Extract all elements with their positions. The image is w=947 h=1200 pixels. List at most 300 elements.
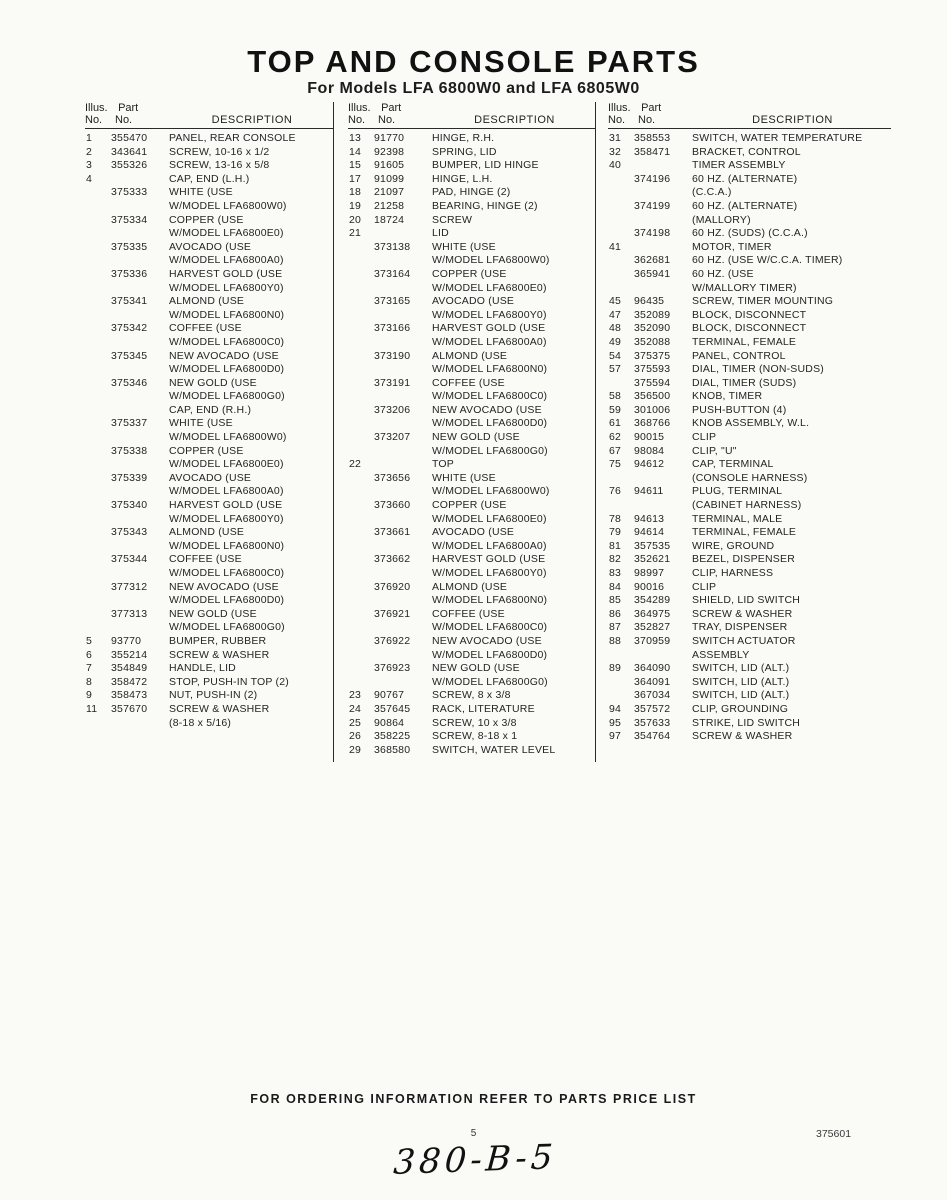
table-row <box>608 390 891 404</box>
table-row <box>608 445 891 459</box>
table-row <box>348 717 595 731</box>
illus-no-cell <box>348 526 374 540</box>
description-cell: PANEL, REAR CONSOLE <box>169 132 296 144</box>
table-row <box>608 689 891 703</box>
table-row <box>608 417 891 431</box>
part-no-cell: 367034 <box>634 689 671 702</box>
illus-no-cell: 11 <box>86 702 98 715</box>
part-no-cell <box>374 485 432 499</box>
part-no-cell: 373656 <box>374 471 411 484</box>
illus-no-cell <box>85 227 111 241</box>
illus-no-cell: 81 <box>609 539 622 552</box>
table-row <box>348 458 595 472</box>
part-no-cell: 365941 <box>634 267 671 280</box>
description-cell: WHITE (USE <box>432 240 496 253</box>
table-row <box>85 390 333 404</box>
description-cell: SCREW, 10 x 3/8 <box>432 716 517 729</box>
part-no-cell <box>111 513 169 527</box>
part-no-cell: 375342 <box>111 322 148 335</box>
table-row <box>348 744 595 758</box>
table-row <box>608 268 891 282</box>
illus-no-cell <box>608 676 634 690</box>
illus-no-cell <box>85 390 111 404</box>
illus-no-cell: 40 <box>609 159 622 172</box>
table-row <box>608 717 891 731</box>
part-no-cell: 373191 <box>374 376 411 389</box>
illus-no-cell: 89 <box>609 662 622 675</box>
table-row <box>85 350 333 364</box>
part-no-cell: 94614 <box>634 526 665 539</box>
table-row <box>85 404 333 418</box>
part-no-cell: 355214 <box>111 648 148 661</box>
part-no-cell: 358473 <box>111 689 148 702</box>
table-row <box>348 363 595 377</box>
part-no-cell <box>374 567 432 581</box>
illus-no-cell: 18 <box>349 186 362 199</box>
illus-no-cell: 31 <box>609 132 622 144</box>
description-cell: W/MODEL LFA6800E0) <box>432 512 547 525</box>
illus-no-cell: 54 <box>609 349 622 362</box>
table-row <box>348 200 595 214</box>
illus-no-cell: 82 <box>609 553 622 566</box>
part-no-cell: 357645 <box>374 702 411 715</box>
illus-no-cell <box>85 322 111 336</box>
illus-no-cell: 19 <box>349 199 362 212</box>
description-cell: W/MODEL LFA6800Y0) <box>432 308 547 321</box>
description-cell: TERMINAL, FEMALE <box>692 335 797 348</box>
description-cell: ASSEMBLY <box>692 648 750 661</box>
part-no-cell: 343641 <box>111 145 148 158</box>
table-row <box>85 227 333 241</box>
table-row <box>85 363 333 377</box>
illus-no-cell: 41 <box>609 240 622 253</box>
description-cell: WHITE (USE <box>169 417 233 430</box>
table-row <box>85 214 333 228</box>
part-no-cell <box>111 431 169 445</box>
table-row <box>348 295 595 309</box>
table-row <box>608 295 891 309</box>
table-row <box>85 200 333 214</box>
part-no-cell: 375341 <box>111 295 148 308</box>
table-row <box>85 621 333 635</box>
description-cell: W/MODEL LFA6800D0) <box>432 417 548 430</box>
no-header: No. <box>115 114 133 126</box>
description-cell: COPPER (USE <box>432 267 507 280</box>
table-row <box>85 540 333 554</box>
illus-no-cell <box>85 485 111 499</box>
part-no-cell: 21097 <box>374 186 405 199</box>
illus-no-cell <box>348 377 374 391</box>
illus-no-cell: 8 <box>86 675 93 688</box>
illus-no-cell <box>85 186 111 200</box>
part-no-cell <box>374 282 432 296</box>
part-no-cell: 355470 <box>111 132 148 144</box>
description-cell: TIMER ASSEMBLY <box>692 159 786 172</box>
description-cell: COPPER (USE <box>169 444 244 457</box>
part-no-cell <box>374 254 432 268</box>
description-cell: AVOCADO (USE <box>432 526 515 539</box>
description-cell: (C.C.A.) <box>692 186 732 199</box>
description-cell: 60 HZ. (ALTERNATE) <box>692 172 798 185</box>
part-no-cell <box>374 676 432 690</box>
part-no-cell: 356500 <box>634 390 671 403</box>
part-no-cell: 357572 <box>634 702 671 715</box>
part-no-cell: 375334 <box>111 213 148 226</box>
illus-no-cell <box>85 553 111 567</box>
description-cell: W/MODEL LFA6800A0) <box>432 539 547 552</box>
description-cell: AVOCADO (USE <box>169 471 252 484</box>
description-header: DESCRIPTION <box>474 114 555 126</box>
description-header: DESCRIPTION <box>211 114 293 126</box>
illus-no-cell <box>85 214 111 228</box>
table-row <box>348 621 595 635</box>
table-row <box>85 431 333 445</box>
part-no-cell: 357633 <box>634 716 671 729</box>
table-row <box>608 526 891 540</box>
description-cell: BRACKET, CONTROL <box>692 145 801 158</box>
description-cell: ALMOND (USE <box>432 349 508 362</box>
part-no-cell: 375345 <box>111 349 148 362</box>
description-cell: PANEL, CONTROL <box>692 349 786 362</box>
description-cell: W/MALLORY TIMER) <box>692 281 797 294</box>
part-no-cell: 373166 <box>374 322 411 335</box>
illus-no-cell <box>608 173 634 187</box>
description-cell: (MALLORY) <box>692 213 751 226</box>
table-row <box>85 377 333 391</box>
description-cell: CLIP <box>692 580 717 593</box>
description-cell: 60 HZ. (ALTERNATE) <box>692 199 798 212</box>
description-cell: ALMOND (USE <box>169 295 245 308</box>
table-row <box>348 350 595 364</box>
illus-no-cell <box>348 581 374 595</box>
description-cell: W/MODEL LFA6800Y0) <box>169 512 284 525</box>
part-no-cell <box>634 159 692 173</box>
parts-column-2 <box>333 102 595 762</box>
table-row <box>85 445 333 459</box>
description-cell: SCREW & WASHER <box>169 648 270 661</box>
table-row <box>608 350 891 364</box>
table-row <box>85 703 333 717</box>
rows-column-3 <box>608 132 891 744</box>
illus-no-cell: 78 <box>609 512 622 525</box>
table-row <box>608 146 891 160</box>
illus-header: Illus. <box>608 102 631 114</box>
rows-column-2 <box>348 132 595 757</box>
description-cell: 60 HZ. (USE W/C.C.A. TIMER) <box>692 254 843 267</box>
table-row <box>348 730 595 744</box>
part-no-cell <box>634 499 692 513</box>
description-cell: W/MODEL LFA6800W0) <box>432 254 550 267</box>
part-no-cell: 362681 <box>634 254 671 267</box>
description-cell: (8-18 x 5/16) <box>169 716 232 729</box>
description-cell: W/MODEL LFA6800Y0) <box>432 567 547 579</box>
part-no-cell: 375340 <box>111 499 148 512</box>
description-cell: HARVEST GOLD (USE <box>432 322 546 335</box>
description-cell: W/MODEL LFA6800A0) <box>169 254 284 267</box>
illus-no-cell <box>85 241 111 255</box>
illus-header: Illus. <box>348 102 371 114</box>
illus-no-cell <box>608 689 634 703</box>
illus-no-cell <box>608 282 634 296</box>
table-row <box>348 282 595 296</box>
illus-no-cell <box>85 295 111 309</box>
description-cell: BLOCK, DISCONNECT <box>692 322 807 335</box>
table-row <box>85 608 333 622</box>
part-no-cell: 364090 <box>634 662 671 675</box>
part-no-cell <box>111 254 169 268</box>
illus-no-cell: 48 <box>609 322 622 335</box>
description-cell: SWITCH, WATER LEVEL <box>432 743 556 756</box>
table-row <box>608 458 891 472</box>
table-row <box>85 594 333 608</box>
part-header: Part <box>641 102 662 114</box>
description-cell: W/MODEL LFA6800G0) <box>432 444 548 457</box>
part-no-cell: 376923 <box>374 662 411 675</box>
part-no-cell: 374198 <box>634 227 671 240</box>
illus-no-cell: 25 <box>349 716 362 729</box>
illus-no-cell <box>348 540 374 554</box>
illus-no-cell: 57 <box>609 363 622 376</box>
table-row <box>608 377 891 391</box>
illus-no-cell: 4 <box>86 172 93 185</box>
illus-no-cell <box>348 254 374 268</box>
part-no-cell: 92398 <box>374 145 405 158</box>
part-no-cell: 354289 <box>634 594 671 607</box>
description-cell: CAP, TERMINAL <box>692 458 774 471</box>
part-no-cell: 373164 <box>374 267 411 280</box>
table-row <box>608 676 891 690</box>
table-row <box>608 730 891 744</box>
description-cell: CLIP, GROUNDING <box>692 702 789 715</box>
description-cell: W/MODEL LFA6800D0) <box>169 594 285 607</box>
table-row <box>608 404 891 418</box>
description-cell: BEARING, HINGE (2) <box>432 199 538 212</box>
illus-no-cell <box>348 676 374 690</box>
part-no-cell <box>374 363 432 377</box>
part-no-cell: 376921 <box>374 607 411 620</box>
table-row <box>85 513 333 527</box>
illus-no-cell <box>85 540 111 554</box>
description-cell: NEW AVOCADO (USE <box>169 349 279 362</box>
part-no-cell <box>111 717 169 731</box>
description-cell: COPPER (USE <box>432 499 507 512</box>
illus-no-cell: 1 <box>86 132 93 144</box>
table-row <box>348 390 595 404</box>
table-row <box>608 499 891 513</box>
illus-no-cell: 84 <box>609 580 622 593</box>
table-row <box>348 309 595 323</box>
table-row <box>348 540 595 554</box>
part-no-cell: 375336 <box>111 267 148 280</box>
illus-no-cell <box>348 431 374 445</box>
illus-no-cell <box>608 227 634 241</box>
part-no-cell: 364091 <box>634 675 671 688</box>
illus-no-cell: 20 <box>349 213 362 226</box>
illus-no-cell <box>85 717 111 731</box>
illus-no-cell <box>85 350 111 364</box>
part-no-cell <box>111 540 169 554</box>
description-cell: SWITCH, LID (ALT.) <box>692 662 790 675</box>
illus-no-cell <box>85 608 111 622</box>
part-no-cell: 374196 <box>634 172 671 185</box>
description-cell: HARVEST GOLD (USE <box>432 553 546 566</box>
part-no-cell <box>374 390 432 404</box>
part-no-cell <box>374 309 432 323</box>
description-cell: DIAL, TIMER (NON-SUDS) <box>692 363 824 376</box>
description-cell: COFFEE (USE <box>169 322 242 335</box>
table-row <box>85 159 333 173</box>
handwritten-annotation: 380-B-5 <box>392 1137 558 1183</box>
table-row <box>348 567 595 581</box>
part-no-cell: 93770 <box>111 634 142 647</box>
table-row <box>608 635 891 649</box>
table-row <box>608 621 891 635</box>
table-row <box>608 200 891 214</box>
table-row <box>608 703 891 717</box>
illus-no-cell: 47 <box>609 308 622 321</box>
part-no-cell <box>374 458 432 472</box>
description-header: DESCRIPTION <box>752 114 833 126</box>
table-row <box>85 526 333 540</box>
illus-no-cell: 83 <box>609 567 622 579</box>
table-row <box>608 363 891 377</box>
page-number: 5 <box>470 1128 477 1139</box>
illus-no-cell: 9 <box>86 689 93 702</box>
no-header: No. <box>638 114 656 126</box>
illus-no-cell <box>608 649 634 663</box>
table-row <box>608 608 891 622</box>
table-row <box>348 676 595 690</box>
illus-no-cell <box>348 390 374 404</box>
illus-no-cell <box>85 581 111 595</box>
table-row <box>85 241 333 255</box>
part-no-cell: 375344 <box>111 553 148 566</box>
table-row <box>348 322 595 336</box>
table-row <box>85 322 333 336</box>
part-no-cell: 364975 <box>634 607 671 620</box>
table-row <box>608 322 891 336</box>
description-cell: KNOB, TIMER <box>692 390 763 403</box>
description-cell: NEW AVOCADO (USE <box>169 580 279 593</box>
part-no-cell: 373190 <box>374 349 411 362</box>
part-no-cell: 370959 <box>634 634 671 647</box>
illus-no-cell <box>85 309 111 323</box>
table-row <box>608 649 891 663</box>
parts-column-1 <box>85 102 333 762</box>
description-cell: PAD, HINGE (2) <box>432 186 511 199</box>
illus-no-cell <box>608 186 634 200</box>
part-no-cell: 375339 <box>111 471 148 484</box>
description-cell: BLOCK, DISCONNECT <box>692 308 807 321</box>
description-cell: SCREW & WASHER <box>692 607 793 620</box>
illus-no-cell: 14 <box>349 145 362 158</box>
no-header: No. <box>378 114 396 126</box>
description-cell: TOP <box>432 458 454 471</box>
table-row <box>348 635 595 649</box>
table-row <box>348 254 595 268</box>
part-no-cell <box>111 404 169 418</box>
part-no-cell <box>111 594 169 608</box>
table-row <box>85 499 333 513</box>
description-cell: WIRE, GROUND <box>692 539 775 552</box>
illus-no-cell: 62 <box>609 431 622 444</box>
description-cell: AVOCADO (USE <box>432 295 515 308</box>
description-cell: TERMINAL, FEMALE <box>692 526 797 539</box>
part-no-cell: 352621 <box>634 553 671 566</box>
table-row <box>348 513 595 527</box>
part-no-cell: 91770 <box>374 132 405 144</box>
description-cell: (CABINET HARNESS) <box>692 499 802 512</box>
part-no-cell: 373206 <box>374 403 411 416</box>
table-row <box>608 132 891 146</box>
table-row <box>85 472 333 486</box>
description-cell: RACK, LITERATURE <box>432 702 535 715</box>
description-cell: WHITE (USE <box>432 471 496 484</box>
description-cell: HINGE, R.H. <box>432 132 495 144</box>
part-no-cell: 358471 <box>634 145 671 158</box>
illus-no-cell <box>608 254 634 268</box>
table-row <box>348 227 595 241</box>
description-cell: W/MODEL LFA6800N0) <box>169 539 285 552</box>
table-row <box>85 417 333 431</box>
part-no-cell: 352088 <box>634 335 671 348</box>
table-row <box>608 567 891 581</box>
illus-no-cell: 32 <box>609 145 622 158</box>
part-no-cell <box>634 472 692 486</box>
description-cell: COFFEE (USE <box>432 607 505 620</box>
part-no-cell: 375346 <box>111 376 148 389</box>
description-cell: SCREW, 8 x 3/8 <box>432 689 511 702</box>
illus-no-cell <box>85 254 111 268</box>
description-cell: CLIP, "U" <box>692 444 737 457</box>
column-header <box>85 102 333 129</box>
description-cell: W/MODEL LFA6800C0) <box>432 390 548 403</box>
description-cell: COFFEE (USE <box>169 553 242 566</box>
illus-no-cell: 58 <box>609 390 622 403</box>
description-cell: CLIP, HARNESS <box>692 567 774 579</box>
illus-no-cell: 75 <box>609 458 622 471</box>
description-cell: PLUG, TERMINAL <box>692 485 783 498</box>
column-header <box>348 102 595 129</box>
part-no-cell: 373207 <box>374 431 411 444</box>
table-row <box>85 662 333 676</box>
illus-no-cell <box>348 336 374 350</box>
description-cell: BUMPER, RUBBER <box>169 634 267 647</box>
table-row <box>348 526 595 540</box>
table-row <box>348 214 595 228</box>
table-row <box>85 458 333 472</box>
illus-no-cell <box>348 594 374 608</box>
table-row <box>608 336 891 350</box>
table-row <box>348 662 595 676</box>
page-title: TOP AND CONSOLE PARTS <box>247 44 700 79</box>
illus-no-cell <box>348 621 374 635</box>
part-no-cell: 357535 <box>634 539 671 552</box>
illus-no-cell <box>348 309 374 323</box>
table-row <box>608 241 891 255</box>
description-cell: KNOB ASSEMBLY, W.L. <box>692 417 810 430</box>
illus-no-cell: 2 <box>86 145 93 158</box>
illus-no-cell <box>348 485 374 499</box>
description-cell: W/MODEL LFA6800E0) <box>432 281 547 294</box>
part-no-cell: 374199 <box>634 199 671 212</box>
part-no-cell <box>634 186 692 200</box>
illus-no-cell <box>608 200 634 214</box>
illus-no-cell: 97 <box>609 730 622 743</box>
part-no-cell <box>374 649 432 663</box>
table-row <box>85 717 333 731</box>
description-cell: SHIELD, LID SWITCH <box>692 594 801 607</box>
